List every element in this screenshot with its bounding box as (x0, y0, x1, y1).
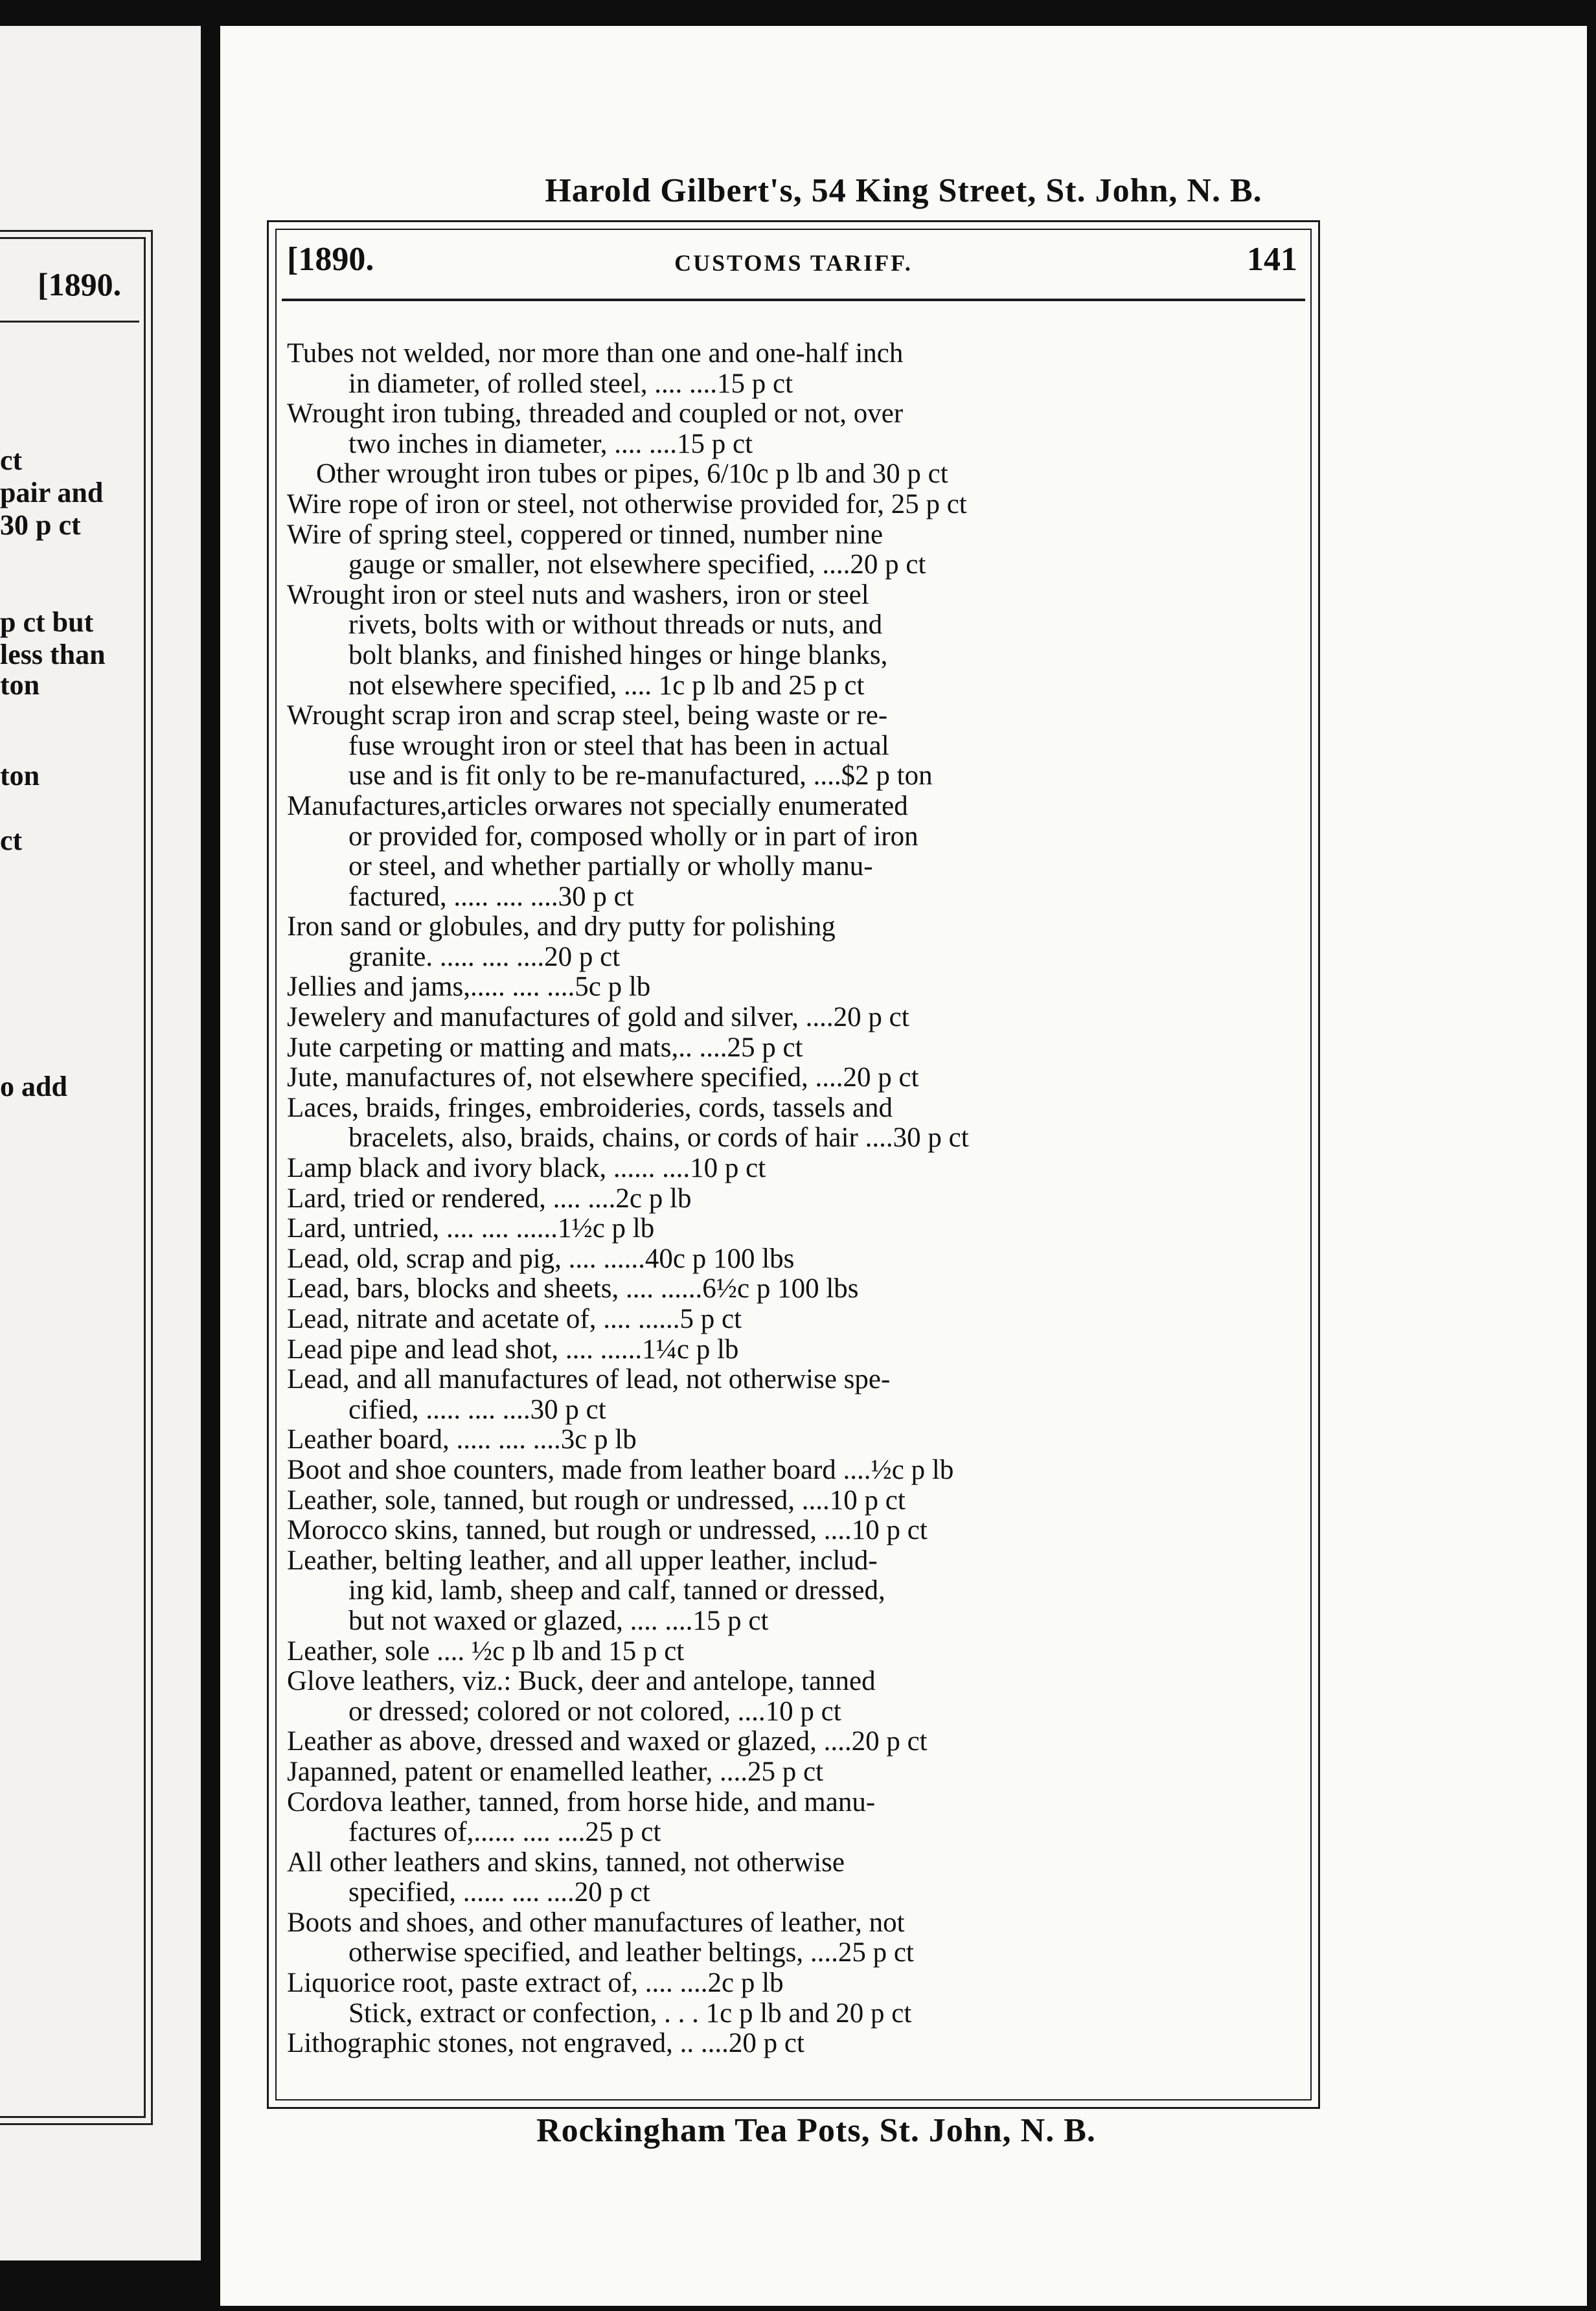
entry-line: Glove leathers, viz.: Buck, deer and antelope, tanned (287, 1666, 876, 1697)
tariff-entry (287, 1455, 1297, 1486)
entry-line: Iron sand or globules, and dry putty for polishing (287, 911, 836, 942)
entry-line: specified, ...... .... ....20 p ct (348, 1877, 650, 1908)
entry-line: in diameter, of rolled steel, .... ....15 p ct (348, 368, 793, 399)
entry-line: Wrought iron tubing, threaded and coupled or not, over (287, 398, 904, 429)
left-fragment: 30 p ct (0, 509, 81, 541)
left-fragment: o add (0, 1071, 67, 1102)
left-page-rule (0, 321, 139, 323)
entry-line: but not waxed or glazed, .... ....15 p ct (348, 1605, 769, 1636)
tariff-entry (287, 1365, 1297, 1425)
tariff-entry (287, 580, 1297, 701)
entry-line: two inches in diameter, .... ....15 p ct (348, 428, 753, 459)
entry-line: gauge or smaller, not elsewhere specified, ....20 p ct (348, 549, 926, 580)
tariff-entry (287, 1486, 1297, 1516)
entry-line: Leather, belting leather, and all upper leather, includ- (287, 1545, 878, 1576)
entry-line: fuse wrought iron or steel that has been in actual (348, 730, 889, 761)
tariff-entry (287, 1244, 1297, 1275)
entry-line: granite. ..... .... ....20 p ct (348, 941, 621, 972)
entry-line: Cordova leather, tanned, from horse hide, and manu- (287, 1786, 876, 1817)
tariff-entry (287, 2029, 1297, 2059)
left-fragment: ct (0, 444, 23, 476)
tariff-entry (287, 1274, 1297, 1304)
tariff-entry (287, 1093, 1297, 1154)
tariff-entry (287, 399, 1297, 459)
tariff-entry (287, 1304, 1297, 1335)
entry-line: cified, ..... .... ....30 p ct (348, 1394, 606, 1425)
tariff-entry (287, 1425, 1297, 1455)
tariff-entry (287, 1335, 1297, 1365)
tariff-entry (287, 912, 1297, 972)
entry-line: or steel, and whether partially or wholly manu- (348, 851, 873, 882)
entry-line: Lead, bars, blocks and sheets, .... ......6½c p 100 lbs (287, 1273, 859, 1304)
entry-line: Lead, old, scrap and pig, .... ......40c p 100 lbs (287, 1243, 795, 1274)
entry-line: or provided for, composed wholly or in part of iron (348, 821, 918, 852)
entry-line: Jute carpeting or matting and mats,.. ....25 p ct (287, 1032, 803, 1063)
entry-line: use and is fit only to be re-manufactured, ....$2 p ton (348, 760, 933, 791)
entry-line: bolt blanks, and finished hinges or hinge blanks, (348, 639, 888, 670)
header-rule (282, 299, 1305, 301)
entry-line: Wire rope of iron or steel, not otherwise provided for, 25 p ct (287, 488, 967, 519)
entry-line: factures of,...... .... ....25 p ct (348, 1817, 661, 1848)
page-header (282, 235, 1305, 287)
entry-line: Boots and shoes, and other manufactures of leather, not (287, 1907, 905, 1938)
entry-line: Leather, sole .... ½c p lb and 15 p ct (287, 1635, 685, 1667)
entry-line: Tubes not welded, nor more than one and one-half inch (287, 338, 904, 369)
page-year: [1890. (287, 241, 374, 278)
entry-line: ing kid, lamb, sheep and calf, tanned or dressed, (348, 1575, 885, 1606)
tariff-entry (287, 1727, 1297, 1757)
entry-line: Wrought scrap iron and scrap steel, being waste or re- (287, 700, 888, 731)
entry-line: Wrought iron or steel nuts and washers, iron or steel (287, 579, 869, 610)
tariff-entry (287, 1516, 1297, 1546)
left-fragment: pair and (0, 477, 104, 508)
entry-line: Lamp black and ivory black, ...... ....10 p ct (287, 1153, 766, 1184)
entry-line: Liquorice root, paste extract of, .... ....2c p lb (287, 1968, 784, 1999)
tariff-entry (287, 972, 1297, 1003)
entry-line: Lard, untried, .... .... ......1½c p lb (287, 1213, 655, 1244)
tariff-entry (287, 1214, 1297, 1244)
tariff-entry (287, 1033, 1297, 1064)
entry-line: Leather board, ..... .... ....3c p lb (287, 1424, 637, 1455)
entry-line: Lead, and all manufactures of lead, not otherwise spe- (287, 1364, 891, 1395)
tariff-entry (287, 1848, 1297, 1908)
left-fragment: ton (0, 669, 40, 701)
tariff-entry (287, 1546, 1297, 1637)
entry-line: Jellies and jams,..... .... ....5c p lb (287, 972, 651, 1003)
entry-line: All other leathers and skins, tanned, not otherwise (287, 1847, 845, 1878)
entry-line: bracelets, also, braids, chains, or cords of hair ....30 p ct (348, 1122, 969, 1154)
tariff-entry (287, 520, 1297, 580)
page-title: CUSTOMS TARIFF. (674, 250, 913, 276)
entry-line: Jute, manufactures of, not elsewhere specified, ....20 p ct (287, 1062, 919, 1093)
entry-line: Wire of spring steel, coppered or tinned, number nine (287, 519, 884, 550)
entry-line: Other wrought iron tubes or pipes, 6/10c p lb and 30 p ct (316, 459, 948, 490)
left-fragment: ton (0, 760, 40, 791)
page-frame (267, 220, 1320, 2109)
entry-line: Leather as above, dressed and waxed or glazed, ....20 p ct (287, 1726, 928, 1757)
entry-line: Jewelery and manufactures of gold and silver, ....20 p ct (287, 1002, 909, 1033)
book-page (220, 26, 1587, 2306)
left-page-year: [1890. (38, 266, 122, 302)
entry-line: Laces, braids, fringes, embroideries, cords, tassels and (287, 1092, 893, 1123)
tariff-entry (287, 1154, 1297, 1184)
tariff-entry (287, 490, 1297, 520)
tariff-entry (287, 1184, 1297, 1214)
running-head: Harold Gilbert's, 54 King Street, St. John, N. B. (545, 172, 1262, 209)
entry-line: Stick, extract or confection, . . . 1c p lb and 20 p ct (348, 1998, 912, 2029)
page-footer: Rockingham Tea Pots, St. John, N. B. (536, 2112, 1096, 2149)
entry-line: Morocco skins, tanned, but rough or undressed, ....10 p ct (287, 1515, 928, 1546)
tariff-entry (287, 791, 1297, 912)
tariff-entry (287, 1757, 1297, 1788)
tariff-entry (287, 1063, 1297, 1093)
tariff-entry (287, 1667, 1297, 1727)
entry-line: Lead, nitrate and acetate of, .... ......5 p ct (287, 1304, 742, 1334)
entry-line: Manufactures,articles orwares not specially enumerated (287, 790, 908, 821)
tariff-entry (287, 701, 1297, 791)
entry-line: not elsewhere specified, .... 1c p lb and 25 p ct (348, 670, 865, 701)
tariff-entry (287, 459, 1297, 490)
entry-line: or dressed; colored or not colored, ....10 p ct (348, 1696, 841, 1727)
tariff-entry (287, 1788, 1297, 1848)
entry-line: rivets, bolts with or without threads or nuts, and (348, 609, 883, 641)
entry-line: Lard, tried or rendered, .... ....2c p lb (287, 1183, 692, 1214)
entry-line: Lead pipe and lead shot, .... ......1¼c p lb (287, 1334, 739, 1365)
entry-line: Boot and shoe counters, made from leather board ....½c p lb (287, 1454, 954, 1485)
entry-line: otherwise specified, and leather beltings, ....25 p ct (348, 1937, 914, 1968)
entry-line: Lithographic stones, not engraved, .. ....20 p ct (287, 2028, 804, 2059)
tariff-entry (287, 1968, 1297, 1999)
left-fragment: less than (0, 639, 106, 670)
tariff-entries (287, 339, 1297, 2059)
tariff-entry (287, 1637, 1297, 1667)
tariff-entry (287, 1908, 1297, 1968)
left-facing-page (0, 26, 201, 2260)
left-fragment: ct (0, 825, 23, 856)
left-fragment: p ct but (0, 606, 94, 638)
entry-line: Japanned, patent or enamelled leather, ....25 p ct (287, 1756, 824, 1787)
tariff-entry (287, 1003, 1297, 1033)
tariff-entry (287, 339, 1297, 399)
entry-line: Leather, sole, tanned, but rough or undressed, ....10 p ct (287, 1485, 906, 1516)
entry-line: factured, ..... .... ....30 p ct (348, 881, 634, 912)
page-number: 141 (1247, 241, 1297, 278)
tariff-entry (287, 1999, 1297, 2029)
